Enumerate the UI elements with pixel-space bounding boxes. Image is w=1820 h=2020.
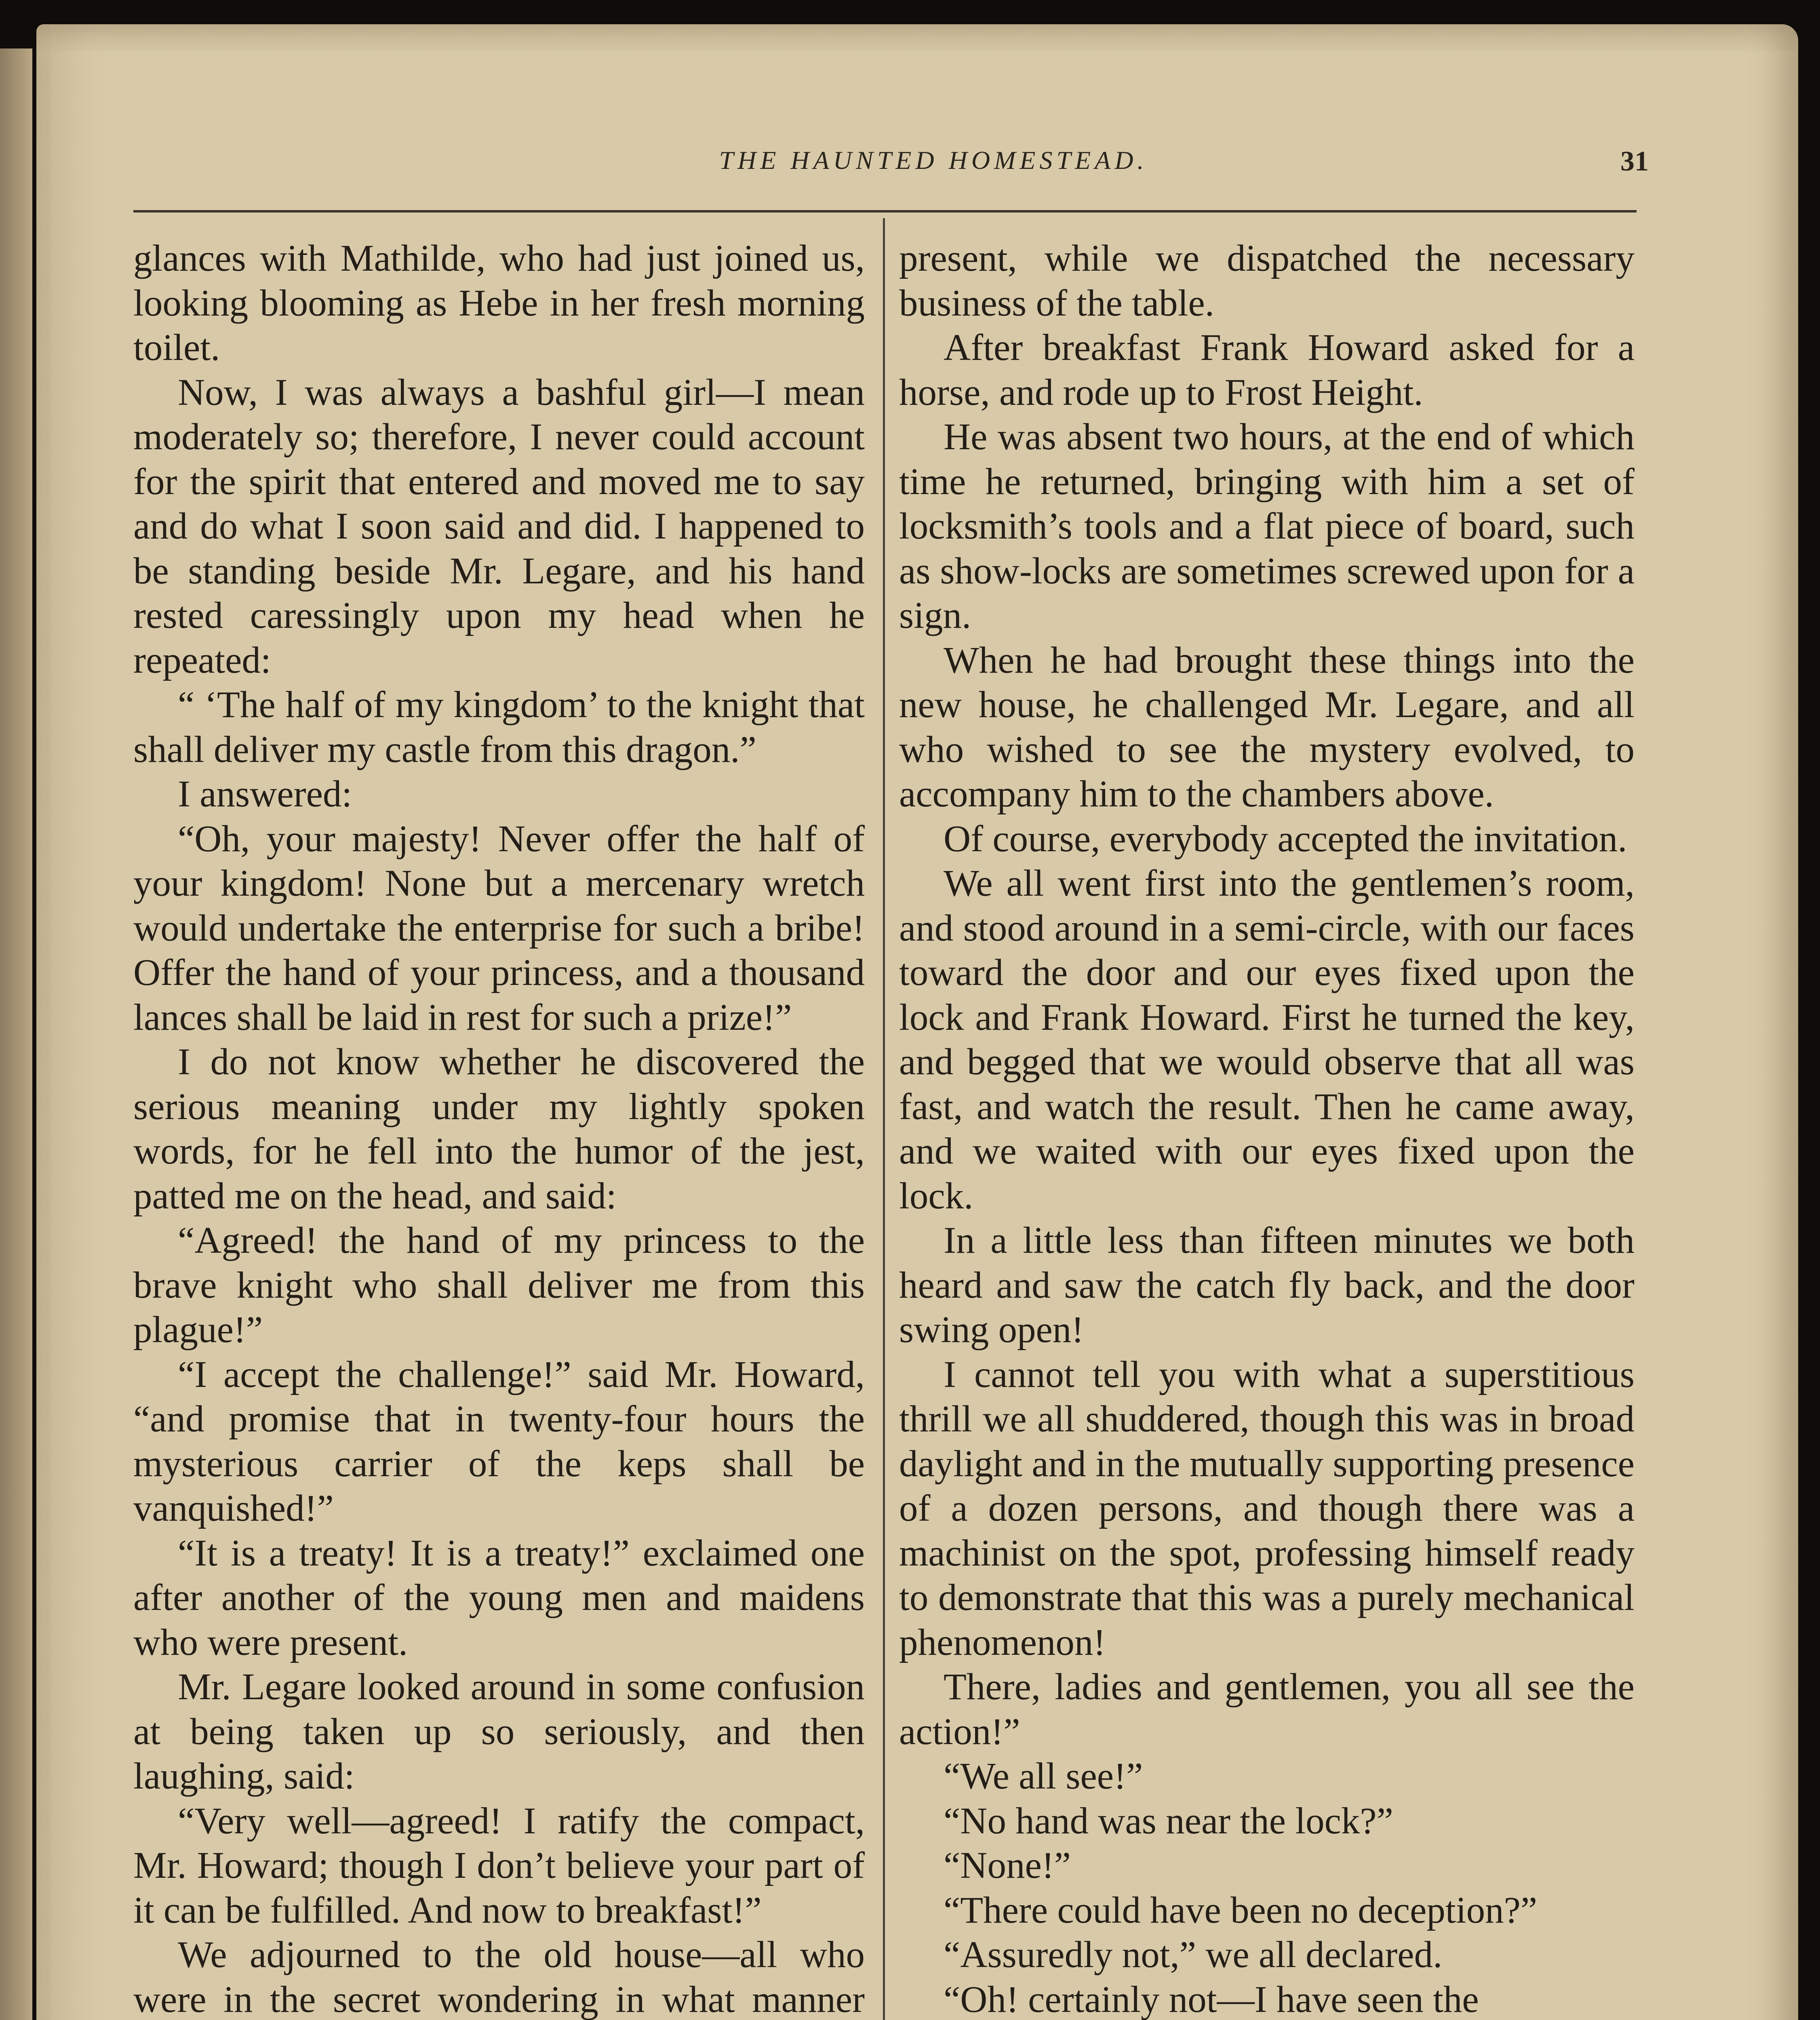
paragraph: I cannot tell you with what a superstitious thrill we all shuddered, though this was in broad daylight and in the mutually supporting presence of a dozen persons, and though there was a machinist on the spot, professing himself ready to demonstrate that this was a purely mechanical phenomenon!: [899, 1353, 1635, 1663]
paragraph: In a little less than fifteen minutes we both heard and saw the catch fly back, and the door swing open!: [899, 1220, 1635, 1351]
paragraph: “Agreed! the hand of my princess to the brave knight who shall deliver me from this plague!”: [133, 1220, 865, 1351]
paragraph: There, ladies and gentlemen, you all see the action!”: [899, 1666, 1635, 1753]
paragraph: “Assuredly not,” we all declared.: [944, 1934, 1443, 1976]
paragraph: “ ‘The half of my kingdom’ to the knight that shall deliver my castle from this dragon.”: [133, 684, 865, 770]
running-head: THE HAUNTED HOMESTEAD.: [719, 146, 1148, 175]
paragraph: “Very well—agreed! I ratify the compact, Mr. Howard; though I don’t believe your part of it can be fulfilled. And now to breakfast!”: [133, 1800, 865, 1931]
paragraph: “Oh! certainly not—I have seen the: [944, 1978, 1479, 2020]
paragraph: “None!”: [944, 1845, 1071, 1886]
paragraph: Of course, everybody accepted the invitation.: [944, 818, 1627, 860]
right-column: [899, 236, 1635, 2020]
left-column: [133, 236, 865, 2020]
paragraph: “No hand was near the lock?”: [944, 1800, 1393, 1842]
paragraph: glances with Mathilde, who had just joined us, looking blooming as Hebe in her fresh morning toilet.: [133, 238, 865, 368]
column-rule: [883, 218, 885, 2020]
paragraph: “It is a treaty! It is a treaty!” exclaimed one after another of the young men and maidens who were present.: [133, 1532, 865, 1663]
page-number: 31: [1620, 146, 1649, 177]
paragraph: Mr. Legare looked around in some confusion at being taken up so seriously, and then laughing, said:: [133, 1666, 865, 1797]
paragraph: “Oh, your majesty! Never offer the half of your kingdom! None but a mercenary wretch would undertake the enterprise for such a bribe! Offer the hand of your princess, and a thousand lances shall be laid in rest for such a prize!”: [133, 818, 865, 1038]
paragraph: When he had brought these things into the new house, he challenged Mr. Legare, and all who wished to see the mystery evolved, to accompany him to the chambers above.: [899, 639, 1635, 815]
paragraph: “I accept the challenge!” said Mr. Howard, “and promise that in twenty-four hours the mysterious carrier of the keps shall be vanquished!”: [133, 1353, 865, 1529]
paragraph: present, while we dispatched the necessary business of the table.: [899, 238, 1635, 324]
paragraph: He was absent two hours, at the end of which time he returned, bringing with him a set of locksmith’s tools and a flat piece of board, such as show-locks are sometimes screwed upon for a sign.: [899, 416, 1635, 636]
paragraph: I do not know whether he discovered the serious meaning under my lightly spoken words, for he fell into the humor of the jest, patted me on the head, and said:: [133, 1041, 865, 1217]
paragraph: Now, I was always a bashful girl—I mean moderately so; therefore, I never could account for the spirit that entered and moved me to say and do what I soon said and did. I happened to be standing beside Mr. Legare, and his hand rested caressingly upon my head when he repeated:: [133, 371, 865, 681]
paragraph: I answered:: [178, 773, 352, 815]
paragraph: We adjourned to the old house—all who were in the secret wondering in what manner: [133, 1934, 865, 2020]
previous-page-edge: [0, 48, 32, 2020]
paragraph: “We all see!”: [944, 1755, 1143, 1797]
paragraph: We all went first into the gentlemen’s room, and stood around in a semi-circle, with our faces toward the door and our eyes fixed upon the lock and Frank Howard. First he turned the key, and begged that we would observe that all was fast, and watch the result. Then he came away, and we waited with our eyes fixed upon the lock.: [899, 863, 1635, 1217]
paragraph: “There could have been no deception?”: [944, 1889, 1538, 1931]
header-rule: [133, 210, 1637, 213]
paragraph: After breakfast Frank Howard asked for a horse, and rode up to Frost Height.: [899, 327, 1635, 413]
